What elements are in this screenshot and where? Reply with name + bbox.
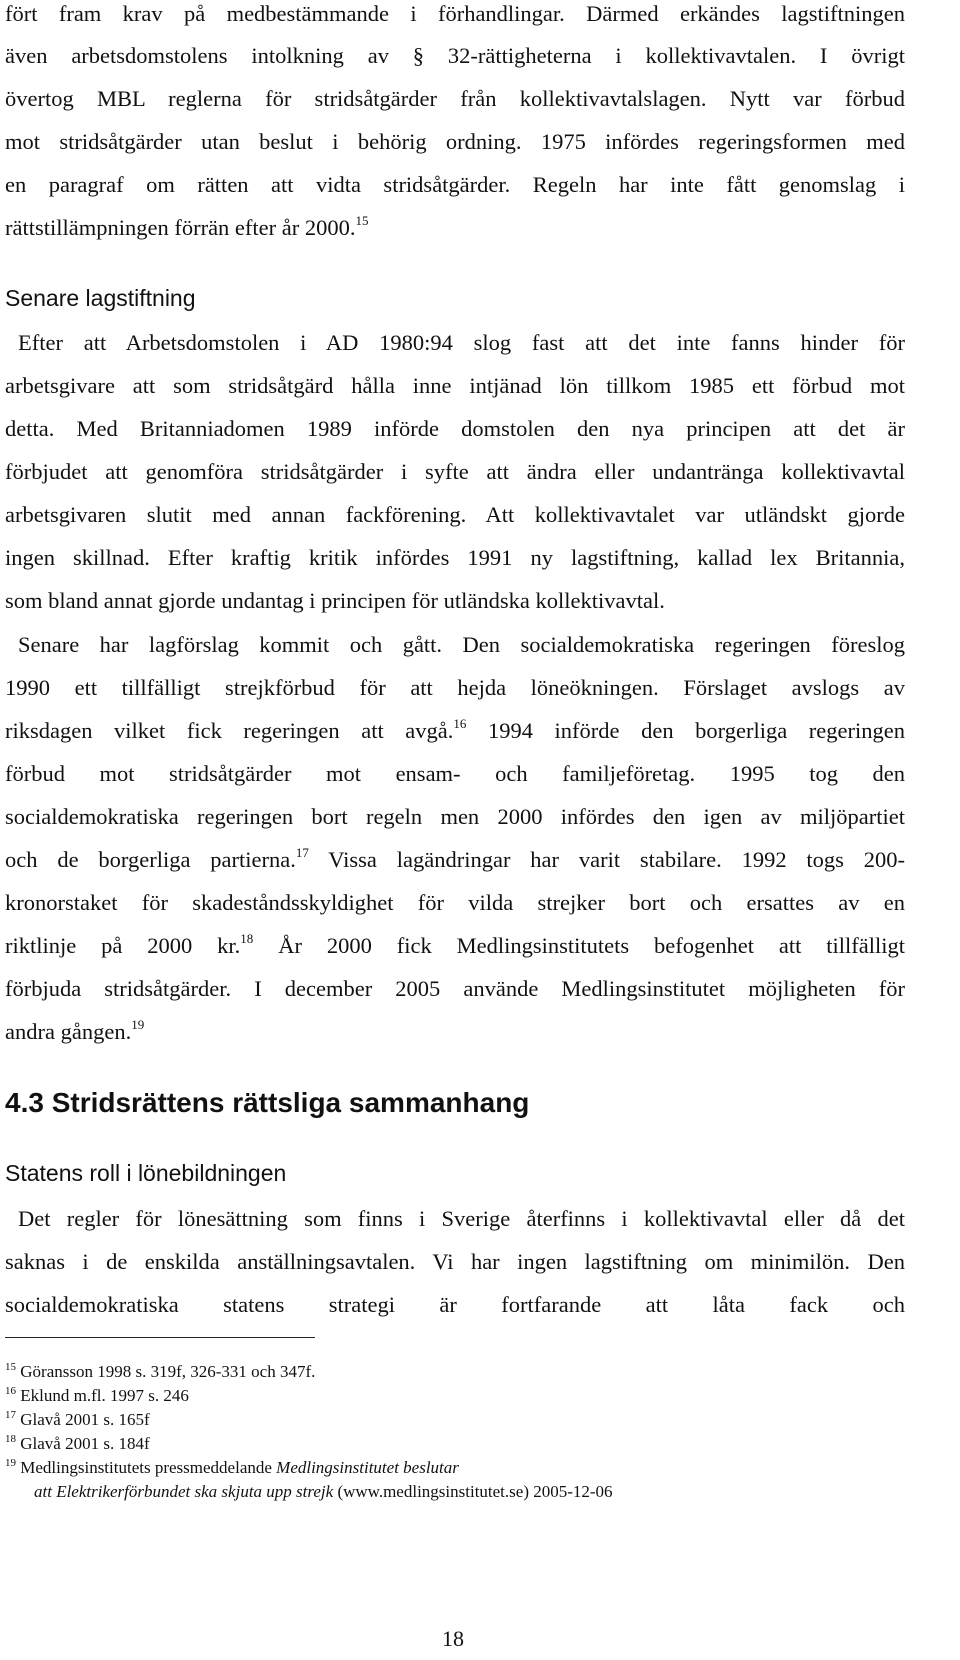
text-line: och de borgerliga partierna.$^{17}$ Vissa lagändringar har varit stabilare. 1992 togs 200-	[5, 845, 905, 872]
text-line: fört fram krav på medbestämmande i förhandlingar. Därmed erkändes lagstiftningen	[5, 1, 905, 26]
text-line: även arbetsdomstolens intolkning av § 32-rättigheterna i kollektivavtalen. I övrigt	[5, 43, 905, 68]
text-line: riktlinje på 2000 kr.$^{18}$ År 2000 fick Medlingsinstitutets befogenhet att tillfälligt	[5, 931, 905, 958]
text-line: riksdagen vilket fick regeringen att avgå.$^{16}$ 1994 införde den borgerliga regeringen	[5, 716, 905, 743]
text-line: förbjuda stridsåtgärder. I december 2005 använde Medlingsinstitutet möjligheten för	[5, 976, 905, 1001]
text-line: mot stridsåtgärder utan beslut i behörig ordning. 1975 infördes regeringsformen med	[5, 129, 905, 154]
footnote-ref: 17	[295, 845, 309, 860]
footnote: $^{15}$ Göransson 1998 s. 319f, 326-331 och 347f.	[5, 1361, 316, 1381]
text-line: kronorstaket för skadeståndsskyldighet för vilda strejker bort och ersattes av en	[5, 890, 905, 915]
footnote-ref: 19	[131, 1017, 145, 1032]
text-line: andra gången.$^{19}$	[5, 1017, 145, 1044]
text-line: Senare har lagförslag kommit och gått. Den socialdemokratiska regeringen föreslog	[18, 632, 905, 657]
text-line: Det regler för lönesättning som finns i Sverige återfinns i kollektivavtal eller då det	[18, 1206, 905, 1231]
text-line: övertog MBL reglerna för stridsåtgärder från kollektivavtalslagen. Nytt var förbud	[5, 86, 905, 111]
footnote-separator	[5, 1337, 315, 1338]
text-line: 1990 ett tillfälligt strejkförbud för att hejda löneökningen. Förslaget avslogs av	[5, 675, 905, 700]
text-line: detta. Med Britanniadomen 1989 införde domstolen den nya principen att det är	[5, 416, 905, 441]
text-line: arbetsgivare att som stridsåtgärd hålla inne intjänad lön tillkom 1985 ett förbud mot	[5, 373, 905, 398]
text-line: som bland annat gjorde undantag i principen för utländska kollektivavtal.	[5, 588, 665, 613]
footnote-ref: 16	[453, 716, 467, 731]
section-heading: Statens roll i lönebildningen	[5, 1160, 287, 1186]
page-number: 18	[442, 1626, 464, 1651]
footnote: $^{16}$ Eklund m.fl. 1997 s. 246	[5, 1385, 189, 1405]
footnote-ref: 18	[240, 931, 254, 946]
footnote: $^{17}$ Glavå 2001 s. 165f	[5, 1409, 150, 1429]
text-line: ingen skillnad. Efter kraftig kritik infördes 1991 ny lagstiftning, kallad lex Britannia,	[5, 545, 905, 570]
text-line: Efter att Arbetsdomstolen i AD 1980:94 slog fast att det inte fanns hinder för	[18, 330, 905, 355]
text-line: arbetsgivaren slutit med annan fackförening. Att kollektivavtalet var utländskt gjorde	[5, 502, 905, 527]
footnote: $^{18}$ Glavå 2001 s. 184f	[5, 1433, 150, 1453]
text-line: socialdemokratiska statens strategi är fortfarande att låta fack och	[5, 1292, 905, 1317]
text-line: rättstillämpningen förrän efter år 2000.15	[5, 213, 369, 240]
footnote-continuation: att Elektrikerförbundet ska skjuta upp strejk (www.medlingsinstitutet.se) 2005-12-06	[34, 1482, 613, 1501]
text-line: en paragraf om rätten att vidta stridsåtgärder. Regeln har inte fått genomslag i	[5, 172, 905, 197]
section-heading: Senare lagstiftning	[5, 285, 196, 311]
text-line: socialdemokratiska regeringen bort regeln men 2000 infördes den igen av miljöpartiet	[5, 804, 905, 829]
text-line: förbud mot stridsåtgärder mot ensam- och familjeföretag. 1995 tog den	[5, 761, 905, 786]
footnote-ref: 15	[355, 213, 369, 228]
footnote: $^{19}$ Medlingsinstitutets pressmeddelande Medlingsinstitutet beslutar	[5, 1457, 459, 1477]
chapter-heading: 4.3 Stridsrättens rättsliga sammanhang	[5, 1087, 530, 1118]
text-line: saknas i de enskilda anställningsavtalen. Vi har ingen lagstiftning om minimilön. Den	[5, 1249, 905, 1274]
text-line: förbjudet att genomföra stridsåtgärder i syfte att ändra eller undantränga kollektivavtal	[5, 459, 905, 484]
